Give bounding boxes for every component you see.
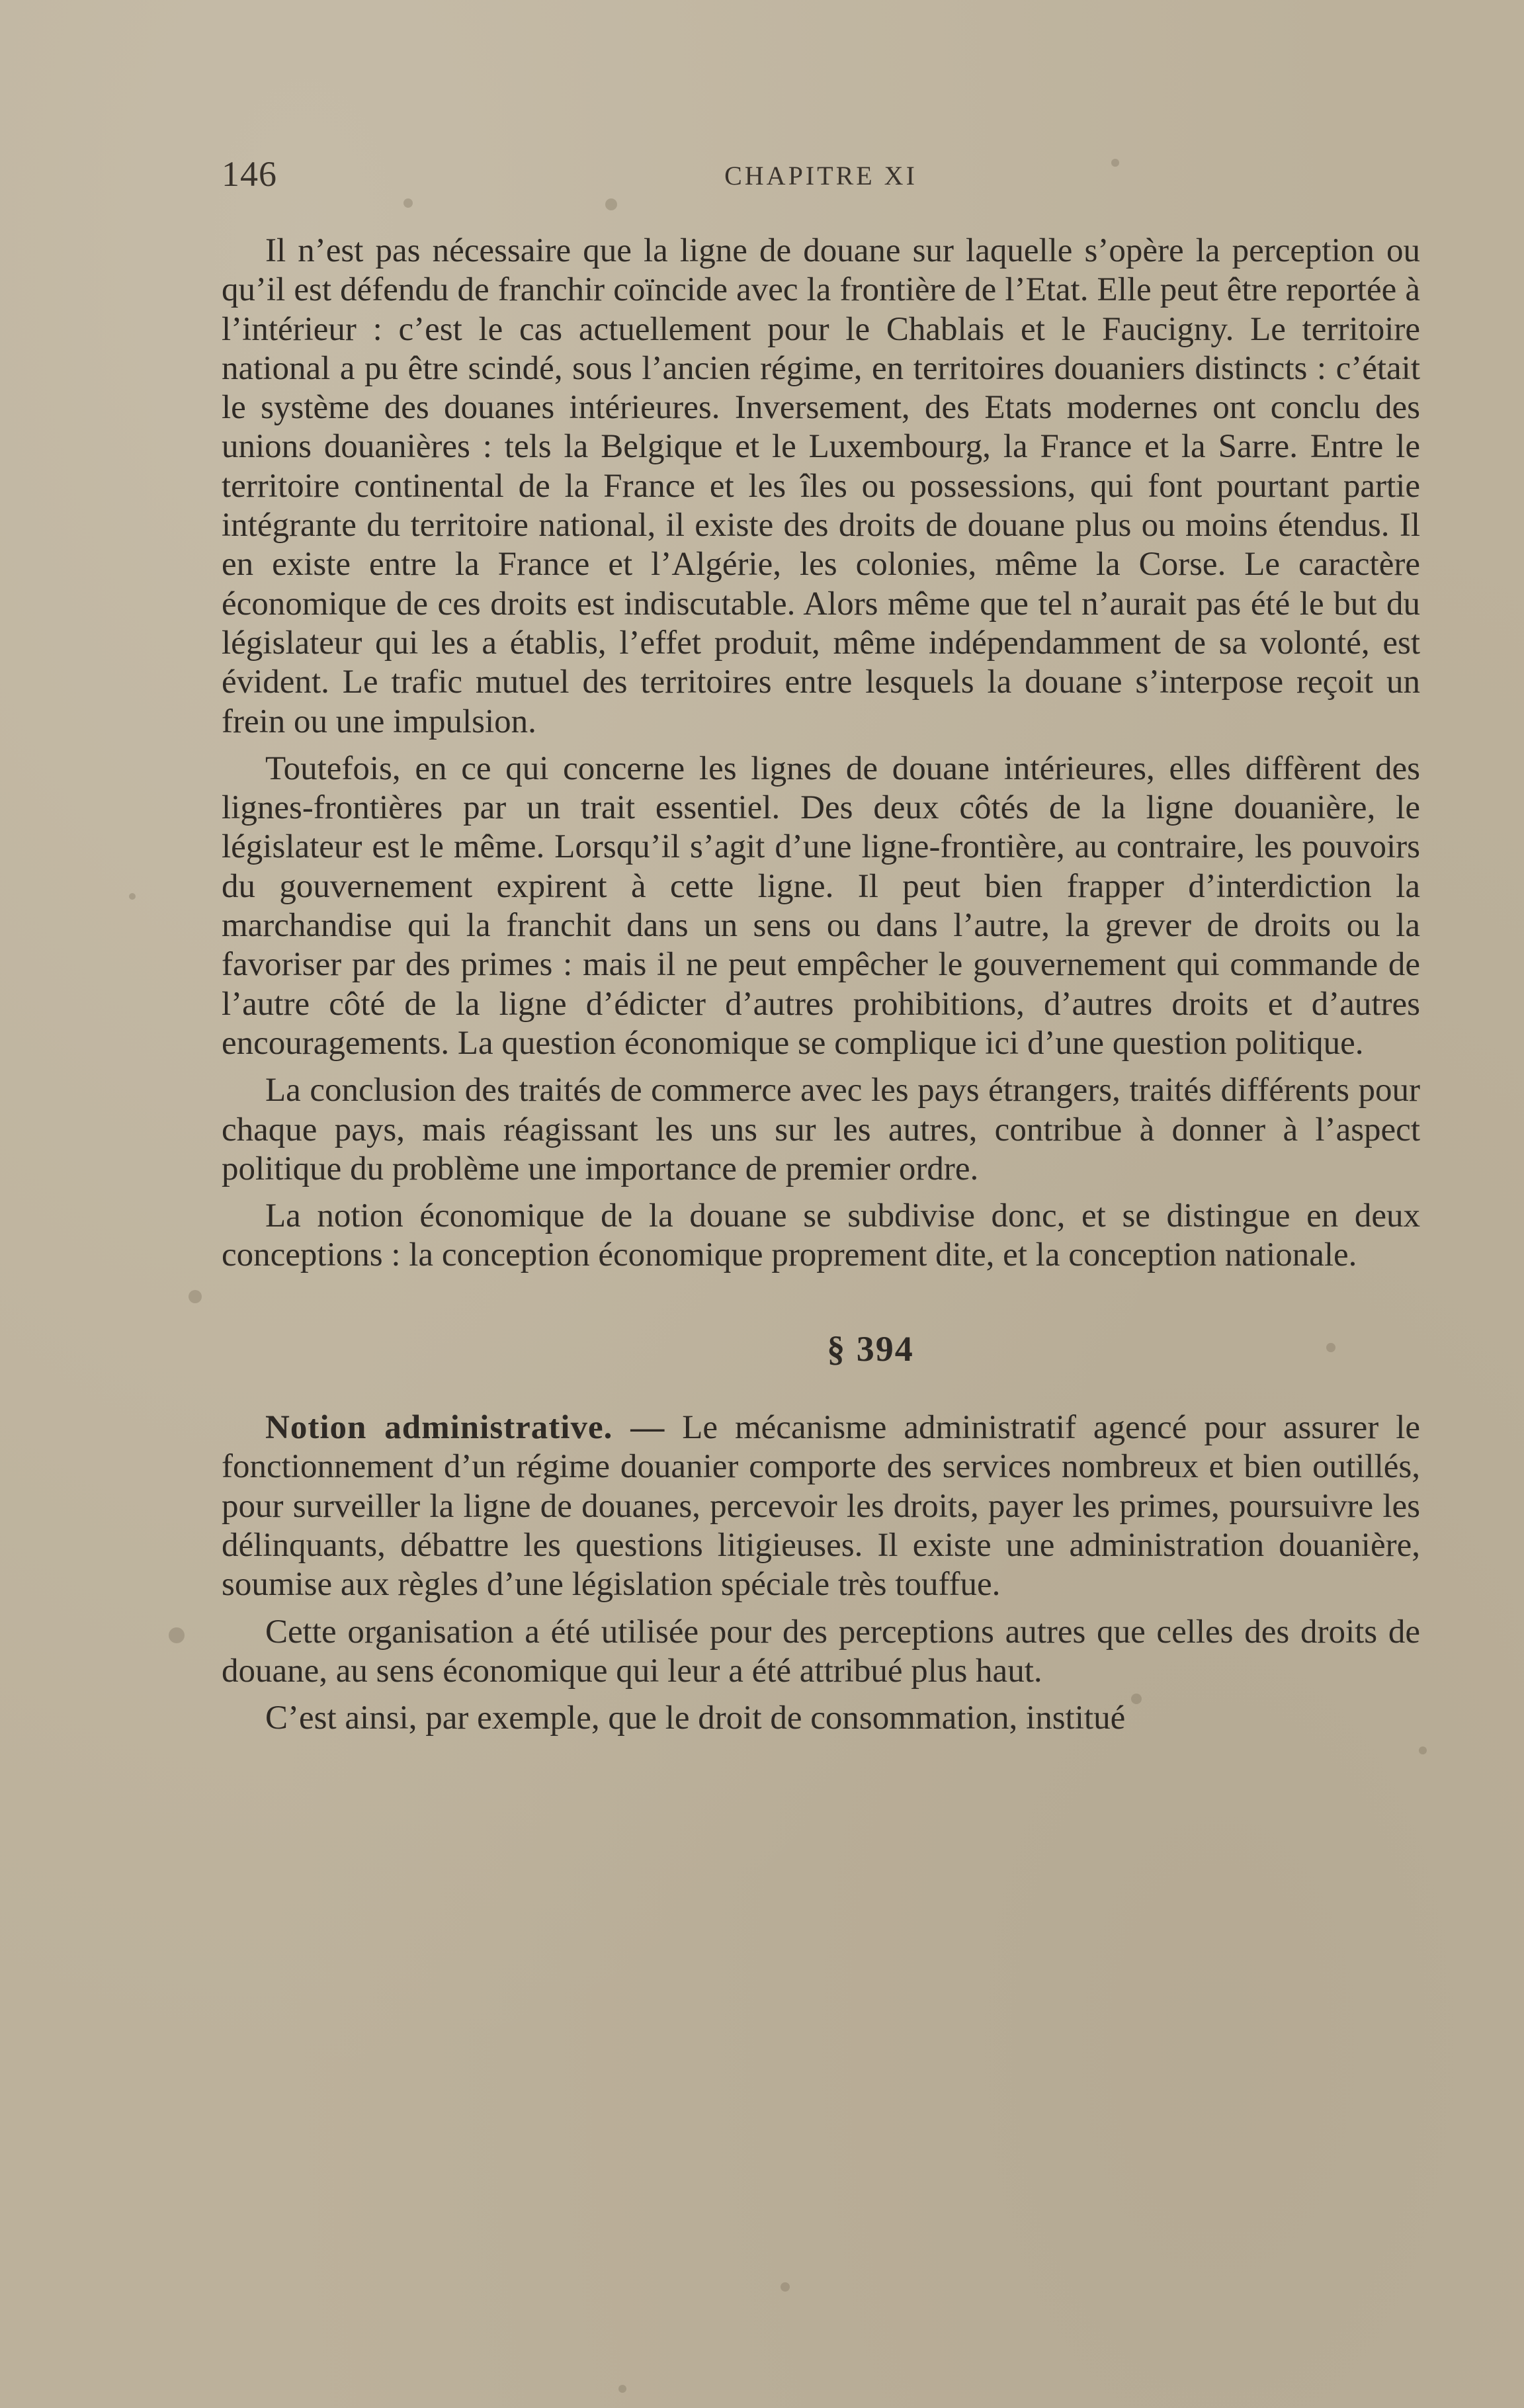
paragraph: Il n’est pas nécessaire que la ligne de douane sur laquelle s’opère la perception ou qu’il est défendu de franchir coïncide avec la frontière de l’Etat. Elle peut être reportée à l’intérieur : c’est le cas actuellement pour le Chablais et le Faucigny. Le territoire national a pu être scindé, sous l’ancien régime, en territoires douaniers distincts : c’était le système des douanes intérieures. Inversement, des Etats modernes ont conclu des unions douanières : tels la Belgique et le Luxembourg, la France et la Sarre. Entre le territoire continental de la France et les îles ou possessions, qui font pourtant partie intégrante du territoire national, il existe des droits de douane plus ou moins étendus. Il en existe entre la France et l’Algérie, les colonies, même la Corse. Le caractère économique de ces droits est indiscutable. Alors même que tel n’aurait pas été le but du législateur qui les a établis, l’effet produit, même indépendamment de sa volonté, est évident. Le trafic mutuel des territoires entre lesquels la douane s’interpose reçoit un frein ou une impulsion. — [222, 232, 1420, 740]
page-number: 146 — [222, 154, 277, 194]
paragraph: Toutefois, en ce qui concerne les lignes de douane intérieures, elles diffèrent des lignes-frontières par un trait essentiel. Des deux côtés de la ligne douanière, le législateur est le même. Lorsqu’il s’agit d’une ligne-frontière, au contraire, les pouvoirs du gouvernement expirent à cette ligne. Il peut bien frapper d’interdiction la marchandise qui la franchit dans un sens ou dans l’autre, la grever de droits ou la favoriser par des primes : mais il ne peut empêcher le gouvernement qui commande de l’autre côté de la ligne d’édicter d’autres prohibitions, d’autres droits et d’autres encouragements. La question économique se complique ici d’une question politique. — [222, 750, 1420, 1062]
page-header — [222, 153, 1420, 200]
paper-speck — [781, 2282, 790, 2292]
section-heading — [222, 1330, 1420, 1369]
paragraph: Cette organisation a été utilisée pour des perceptions autres que celles des droits de douane, au sens économique qui leur a été attribué plus haut. — [222, 1613, 1420, 1690]
paper-speck — [129, 893, 136, 900]
section-number: § 394 — [827, 1328, 914, 1369]
paper-speck — [618, 2385, 626, 2393]
paragraph: La conclusion des traités de commerce avec les pays étrangers, traités différents pour chaque pays, mais réagissant les uns sur les autres, contribue à donner à l’aspect politique du problème une importance de premier ordre. — [222, 1072, 1420, 1187]
section-lead-title: Notion administrative. — — [265, 1409, 665, 1447]
paper-speck — [169, 1627, 185, 1643]
paragraph-text: Le mécanisme administratif agencé pour assurer le fonctionnement d’un régime douanier comporte des services nombreux et bien outillés, pour surveiller la ligne de douanes, percevoir les droits, payer les primes, poursuivre les délinquants, débattre les questions litigieuses. Il existe une administration douanière, soumise aux règles d’une législation spéciale très touffue. — [222, 1409, 1421, 1604]
paper-speck — [189, 1290, 202, 1303]
paper-speck — [605, 198, 617, 210]
paragraph — [222, 1408, 1420, 1604]
running-head: CHAPITRE XI — [724, 161, 917, 191]
paragraph: La notion économique de la douane se subdivise donc, et se distingue en deux conceptions : la conception économique proprement dite, et la conception nationale. — [222, 1197, 1420, 1274]
body-text — [222, 232, 1420, 1746]
paper-speck — [1419, 1746, 1427, 1754]
paragraph: C’est ainsi, par exemple, que le droit de consommation, institué — [265, 1699, 1126, 1737]
paper-speck — [403, 198, 413, 208]
